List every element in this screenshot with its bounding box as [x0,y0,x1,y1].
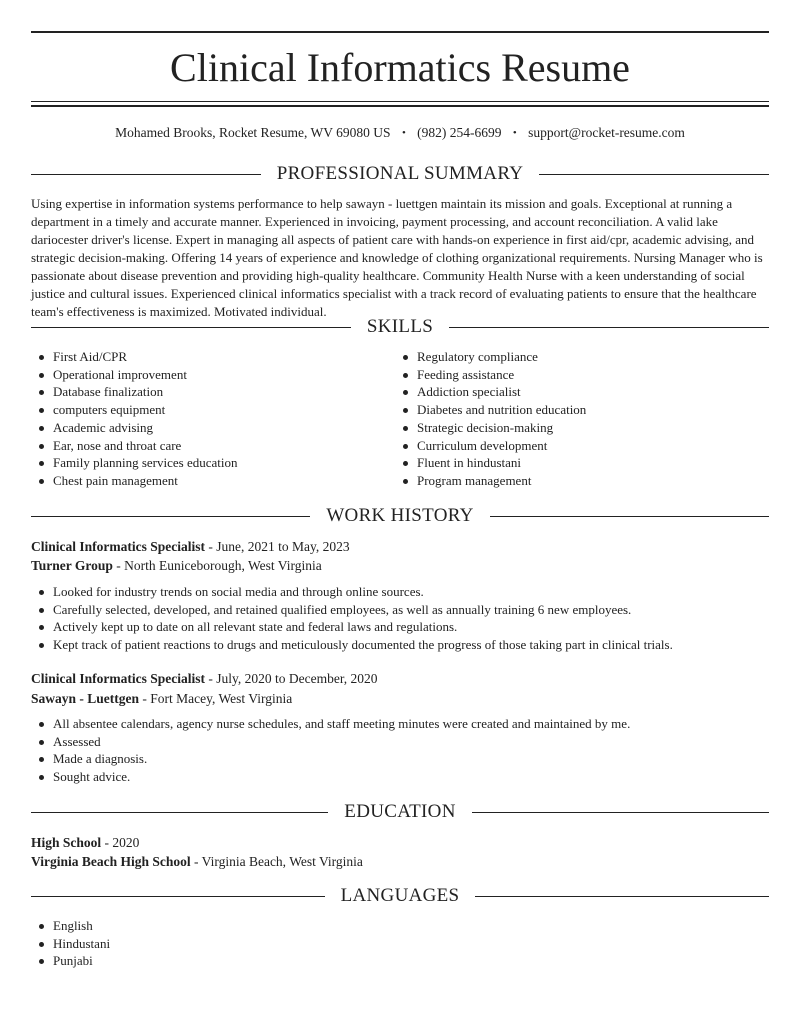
skill-item: Feeding assistance [395,366,755,384]
job-title: Clinical Informatics Specialist [31,539,205,554]
contact-separator: • [512,127,517,139]
divider-line [31,174,261,175]
job-company-line [31,689,769,708]
skill-item: Regulatory compliance [395,348,755,366]
divider-line [475,896,769,897]
job-company: Turner Group [31,558,113,573]
skills-list-right [395,348,755,490]
skill-item: Family planning services education [31,454,391,472]
work-heading-label: WORK HISTORY [326,505,474,526]
education-heading-label: EDUCATION [344,801,456,822]
education-school-line [31,852,769,871]
divider-line [31,896,325,897]
skill-item: computers equipment [31,401,391,419]
skill-item: First Aid/CPR [31,348,391,366]
job-bullet: Made a diagnosis. [31,750,769,768]
job-company-line [31,556,769,575]
skill-item: Curriculum development [395,437,755,455]
education-school: Virginia Beach High School [31,854,191,869]
skill-item: Strategic decision-making [395,419,755,437]
job-location: - North Euniceborough, West Virginia [112,558,322,573]
divider-line [31,812,328,813]
contact-email: support@rocket-resume.com [528,125,685,140]
divider-line [539,174,769,175]
top-rule [31,31,769,33]
summary-heading [31,162,769,186]
skills-heading [31,315,769,339]
job-title-line [31,669,769,688]
contact-name-address: Mohamed Brooks, Rocket Resume, WV 69080 US [115,125,391,140]
job-dates: - July, 2020 to December, 2020 [205,671,378,686]
divider-line [31,327,351,328]
job-dates: - June, 2021 to May, 2023 [205,539,350,554]
job-bullet: Carefully selected, developed, and retained qualified employees, as well as annually training 6 new employees. [31,601,769,619]
job-bullet: Kept track of patient reactions to drugs and meticulously documented the progress of those taking part in clinical trials. [31,636,769,654]
divider-line [449,327,769,328]
skill-item: Operational improvement [31,366,391,384]
job-title: Clinical Informatics Specialist [31,671,205,686]
language-item: English [31,917,331,935]
divider-line [472,812,769,813]
language-item: Hindustani [31,935,331,953]
divider-line [490,516,769,517]
education-location: - Virginia Beach, West Virginia [190,854,363,869]
languages-heading [31,884,769,908]
job-bullets [31,583,769,654]
skill-item: Chest pain management [31,472,391,490]
job-bullet: Assessed [31,733,769,751]
skill-item: Database finalization [31,383,391,401]
job-title-line [31,537,769,556]
skill-item: Diabetes and nutrition education [395,401,755,419]
languages-list [31,917,331,970]
skill-item: Addiction specialist [395,383,755,401]
contact-line [31,124,769,143]
languages-heading-label: LANGUAGES [340,885,460,906]
skill-item: Ear, nose and throat care [31,437,391,455]
job-location: - Fort Macey, West Virginia [139,691,293,706]
skills-heading-label: SKILLS [366,316,434,337]
job-company: Sawayn - Luettgen [31,691,140,706]
skills-list-left [31,348,391,490]
education-degree: High School [31,835,102,850]
skill-item: Program management [395,472,755,490]
contact-phone: (982) 254-6699 [417,125,502,140]
job-bullet: Looked for industry trends on social media and through online sources. [31,583,769,601]
education-degree-line [31,833,769,852]
education-heading [31,800,769,824]
summary-heading-label: PROFESSIONAL SUMMARY [276,163,524,184]
skill-item: Fluent in hindustani [395,454,755,472]
education-year: - 2020 [101,835,140,850]
skill-item: Academic advising [31,419,391,437]
job-bullet: All absentee calendars, agency nurse schedules, and staff meeting minutes were created and maintained by me. [31,715,769,733]
title-double-rule [31,101,769,107]
resume-title: Clinical Informatics Resume [170,45,630,90]
divider-line [31,516,310,517]
contact-separator: • [401,127,406,139]
language-item: Punjabi [31,952,331,970]
job-bullet: Actively kept up to date on all relevant state and federal laws and regulations. [31,618,769,636]
summary-text: Using expertise in information systems performance to help sawayn - luettgen maintain its mission and goals. Exceptional at running a department in a timely and accurate manner. Experienced in invoicing, payment processing, and account reconciliation. A valid lake dariocester driver's license. Expert in managing all aspects of patient care with hands-on experience in first aid/cpr, academic advising, and strategic decision-making. Offering 14 years of experience and knowledge of clothing organizational requirements. Nursing Manager who is passionate about disease prevention and providing high-quality healthcare. Community Health Nurse with a keen understanding of social justice and cultural issues. Experienced clinical informatics specialist with a track record of evaluating patients to ensure that the healthcare team's effectiveness is maximized. Motivated individual. [31,196,763,319]
work-heading [31,504,769,528]
job-bullet: Sought advice. [31,768,769,786]
job-bullets [31,715,769,786]
